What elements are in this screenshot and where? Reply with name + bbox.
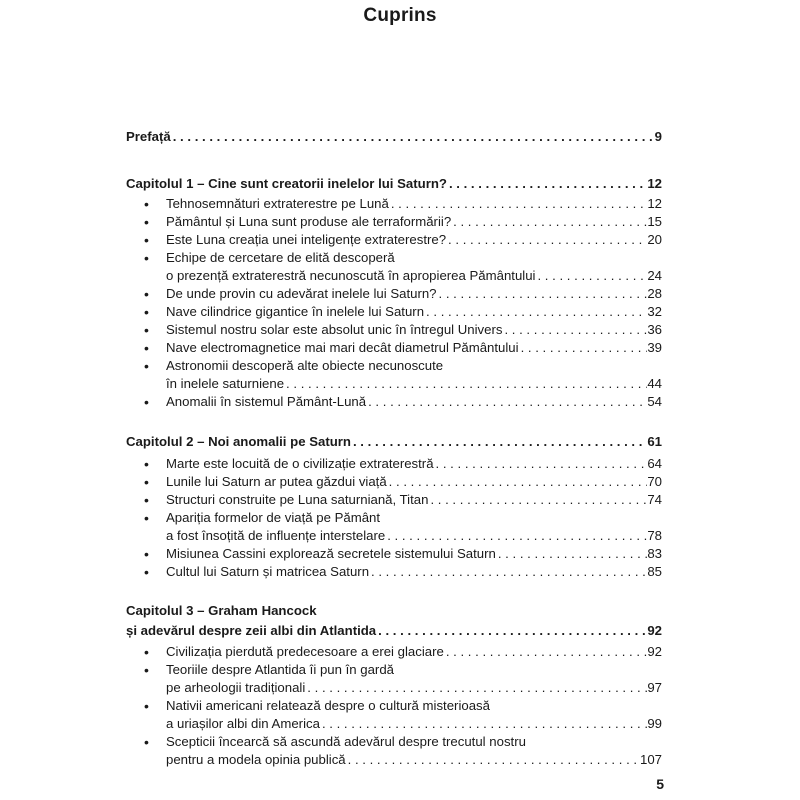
bullet-icon: • bbox=[144, 474, 149, 490]
toc-entry-text: pe arheologii tradiționali bbox=[166, 680, 306, 695]
leader-dots bbox=[437, 285, 648, 303]
toc-entry-page: 85 bbox=[647, 564, 662, 579]
toc-entry[interactable] bbox=[0, 563, 800, 581]
bullet-icon: • bbox=[144, 304, 149, 320]
bullet-icon: • bbox=[144, 340, 149, 356]
toc-entry[interactable] bbox=[0, 357, 800, 375]
toc-entry-text: în inelele saturniene bbox=[166, 376, 285, 391]
bullet-icon: • bbox=[144, 214, 149, 230]
toc-entry[interactable] bbox=[0, 661, 800, 679]
leader-dots bbox=[424, 303, 647, 321]
toc-entry-page: 64 bbox=[647, 456, 662, 471]
toc-entry-page: 44 bbox=[647, 376, 662, 391]
toc-entry-page: 12 bbox=[647, 196, 662, 211]
toc-entry-page: 99 bbox=[647, 716, 662, 731]
toc-entry-continuation[interactable] bbox=[0, 527, 800, 545]
leader-dots bbox=[385, 527, 647, 545]
toc-entry-page: 15 bbox=[647, 214, 662, 229]
leader-dots bbox=[320, 715, 647, 733]
bullet-icon: • bbox=[144, 322, 149, 338]
toc-entry[interactable] bbox=[0, 303, 800, 321]
bullet-icon: • bbox=[144, 358, 149, 374]
toc-entry-text: Apariția formelor de viață pe Pământ bbox=[166, 510, 381, 525]
toc-entry-text: De unde provin cu adevărat inelele lui Saturn? bbox=[166, 286, 437, 301]
toc-entry-text: Nave cilindrice gigantice în inelele lui Saturn bbox=[166, 304, 425, 319]
leader-dots bbox=[346, 751, 640, 769]
toc-entry-page: 28 bbox=[647, 286, 662, 301]
toc-entry-page: 24 bbox=[647, 268, 662, 283]
toc-chapter-heading[interactable] bbox=[0, 433, 800, 451]
toc-entry-text: a uriașilor albi din America bbox=[166, 716, 320, 731]
toc-entry-text: Cultul lui Saturn și matricea Saturn bbox=[166, 564, 370, 579]
toc-entry-text: Capitolul 2 – Noi anomalii pe Saturn bbox=[126, 434, 351, 449]
toc-chapter-heading-continuation[interactable] bbox=[0, 622, 800, 640]
toc-entry[interactable] bbox=[0, 213, 800, 231]
leader-dots bbox=[428, 491, 647, 509]
toc-entry[interactable] bbox=[0, 643, 800, 661]
toc-entry-page: 83 bbox=[647, 546, 662, 561]
leader-dots bbox=[434, 455, 648, 473]
leader-dots bbox=[305, 679, 647, 697]
toc-entry-text: Misiunea Cassini explorează secretele sistemului Saturn bbox=[166, 546, 496, 561]
leader-dots bbox=[446, 231, 647, 249]
toc-entry-continuation[interactable] bbox=[0, 267, 800, 285]
bullet-icon: • bbox=[144, 510, 149, 526]
toc-entry-text: Scepticii încearcă să ascundă adevărul despre trecutul nostru bbox=[166, 734, 526, 749]
toc-entry[interactable] bbox=[0, 545, 800, 563]
toc-entry[interactable] bbox=[0, 473, 800, 491]
toc-entry-page: 97 bbox=[647, 680, 662, 695]
leader-dots bbox=[451, 213, 647, 231]
bullet-icon: • bbox=[144, 644, 149, 660]
leader-dots bbox=[351, 433, 647, 451]
leader-dots bbox=[369, 563, 647, 581]
bullet-icon: • bbox=[144, 492, 149, 508]
toc-chapter-heading[interactable] bbox=[0, 602, 800, 620]
toc-entry[interactable] bbox=[0, 339, 800, 357]
toc-entry[interactable] bbox=[0, 231, 800, 249]
leader-dots bbox=[496, 545, 647, 563]
toc-entry-page: 9 bbox=[654, 129, 662, 144]
toc-entry-preface[interactable] bbox=[0, 128, 800, 146]
toc-entry[interactable] bbox=[0, 285, 800, 303]
toc-entry-text: Anomalii în sistemul Pământ-Lună bbox=[166, 394, 367, 409]
leader-dots bbox=[284, 375, 647, 393]
toc-entry-text: Capitolul 1 – Cine sunt creatorii inelelor lui Saturn? bbox=[126, 176, 447, 191]
bullet-icon: • bbox=[144, 564, 149, 580]
toc-entry-text: Marte este locuită de o civilizație extraterestră bbox=[166, 456, 434, 471]
toc-entry-text: Astronomii descoperă alte obiecte necunoscute bbox=[166, 358, 444, 373]
bullet-icon: • bbox=[144, 456, 149, 472]
toc-entry-page: 70 bbox=[647, 474, 662, 489]
toc-entry-continuation[interactable] bbox=[0, 679, 800, 697]
toc-entry[interactable] bbox=[0, 249, 800, 267]
toc-entry-page: 39 bbox=[647, 340, 662, 355]
bullet-icon: • bbox=[144, 232, 149, 248]
toc-entry-text: Nave electromagnetice mai mari decât diametrul Pământului bbox=[166, 340, 519, 355]
toc-entry-text: Teoriile despre Atlantida îi pun în gardă bbox=[166, 662, 394, 677]
toc-entry-text: și adevărul despre zeii albi din Atlantida bbox=[126, 623, 377, 638]
bullet-icon: • bbox=[144, 662, 149, 678]
toc-chapter-heading[interactable] bbox=[0, 175, 800, 193]
toc-entry-page: 54 bbox=[647, 394, 662, 409]
toc-entry-continuation[interactable] bbox=[0, 751, 800, 769]
toc-entry-page: 74 bbox=[647, 492, 662, 507]
leader-dots bbox=[389, 195, 647, 213]
bullet-icon: • bbox=[144, 286, 149, 302]
toc-entry-text: Prefață bbox=[126, 129, 171, 144]
bullet-icon: • bbox=[144, 698, 149, 714]
toc-entry-text: Civilizația pierdută predecesoare a erei glaciare bbox=[166, 644, 444, 659]
toc-entry-text: Structuri construite pe Luna saturniană, Titan bbox=[166, 492, 429, 507]
toc-entry-text: Capitolul 3 – Graham Hancock bbox=[126, 603, 317, 618]
toc-entry[interactable] bbox=[0, 393, 800, 411]
toc-entry-page: 20 bbox=[647, 232, 662, 247]
toc-entry-page: 92 bbox=[647, 623, 662, 638]
toc-entry[interactable] bbox=[0, 195, 800, 213]
leader-dots bbox=[502, 321, 647, 339]
toc-entry-text: a fost însoțită de influențe interstelare bbox=[166, 528, 386, 543]
toc-entry[interactable] bbox=[0, 509, 800, 527]
toc-entry-text: Nativii americani relatează despre o cultură misterioasă bbox=[166, 698, 490, 713]
toc-entry-text: o prezență extraterestră necunoscută în apropierea Pământului bbox=[166, 268, 536, 283]
bullet-icon: • bbox=[144, 394, 149, 410]
toc-entry-page: 78 bbox=[647, 528, 662, 543]
toc-entry-text: Este Luna creația unei inteligențe extraterestre? bbox=[166, 232, 447, 247]
toc-entry-text: Lunile lui Saturn ar putea găzdui viață bbox=[166, 474, 387, 489]
toc-entry-text: pentru a modela opinia publică bbox=[166, 752, 346, 767]
leader-dots bbox=[535, 267, 647, 285]
leader-dots bbox=[366, 393, 647, 411]
toc-entry-page: 61 bbox=[647, 434, 662, 449]
leader-dots bbox=[447, 175, 647, 193]
page-title: Cuprins bbox=[363, 5, 437, 26]
leader-dots bbox=[519, 339, 648, 357]
bullet-icon: • bbox=[144, 546, 149, 562]
toc-entry-page: 36 bbox=[647, 322, 662, 337]
leader-dots bbox=[444, 643, 648, 661]
toc-entry-continuation[interactable] bbox=[0, 375, 800, 393]
leader-dots bbox=[171, 128, 655, 146]
toc-entry-text: Echipe de cercetare de elită descoperă bbox=[166, 250, 395, 265]
leader-dots bbox=[376, 622, 647, 640]
toc-entry[interactable] bbox=[0, 491, 800, 509]
bullet-icon: • bbox=[144, 250, 149, 266]
toc-entry-text: Sistemul nostru solar este absolut unic în întregul Univers bbox=[166, 322, 503, 337]
toc-entry-text: Pământul și Luna sunt produse ale terraformării? bbox=[166, 214, 452, 229]
toc-entry-text: Tehnosemnături extraterestre pe Lună bbox=[166, 196, 389, 211]
toc-entry[interactable] bbox=[0, 321, 800, 339]
toc-entry-page: 92 bbox=[647, 644, 662, 659]
bullet-icon: • bbox=[144, 196, 149, 212]
page-number: 5 bbox=[656, 776, 664, 792]
toc-entry-page: 107 bbox=[639, 752, 662, 767]
toc-entry-continuation[interactable] bbox=[0, 715, 800, 733]
toc-entry[interactable] bbox=[0, 455, 800, 473]
toc-entry[interactable] bbox=[0, 733, 800, 751]
leader-dots bbox=[387, 473, 648, 491]
toc-entry[interactable] bbox=[0, 697, 800, 715]
bullet-icon: • bbox=[144, 734, 149, 750]
toc-entry-page: 12 bbox=[647, 176, 662, 191]
toc-entry-page: 32 bbox=[647, 304, 662, 319]
